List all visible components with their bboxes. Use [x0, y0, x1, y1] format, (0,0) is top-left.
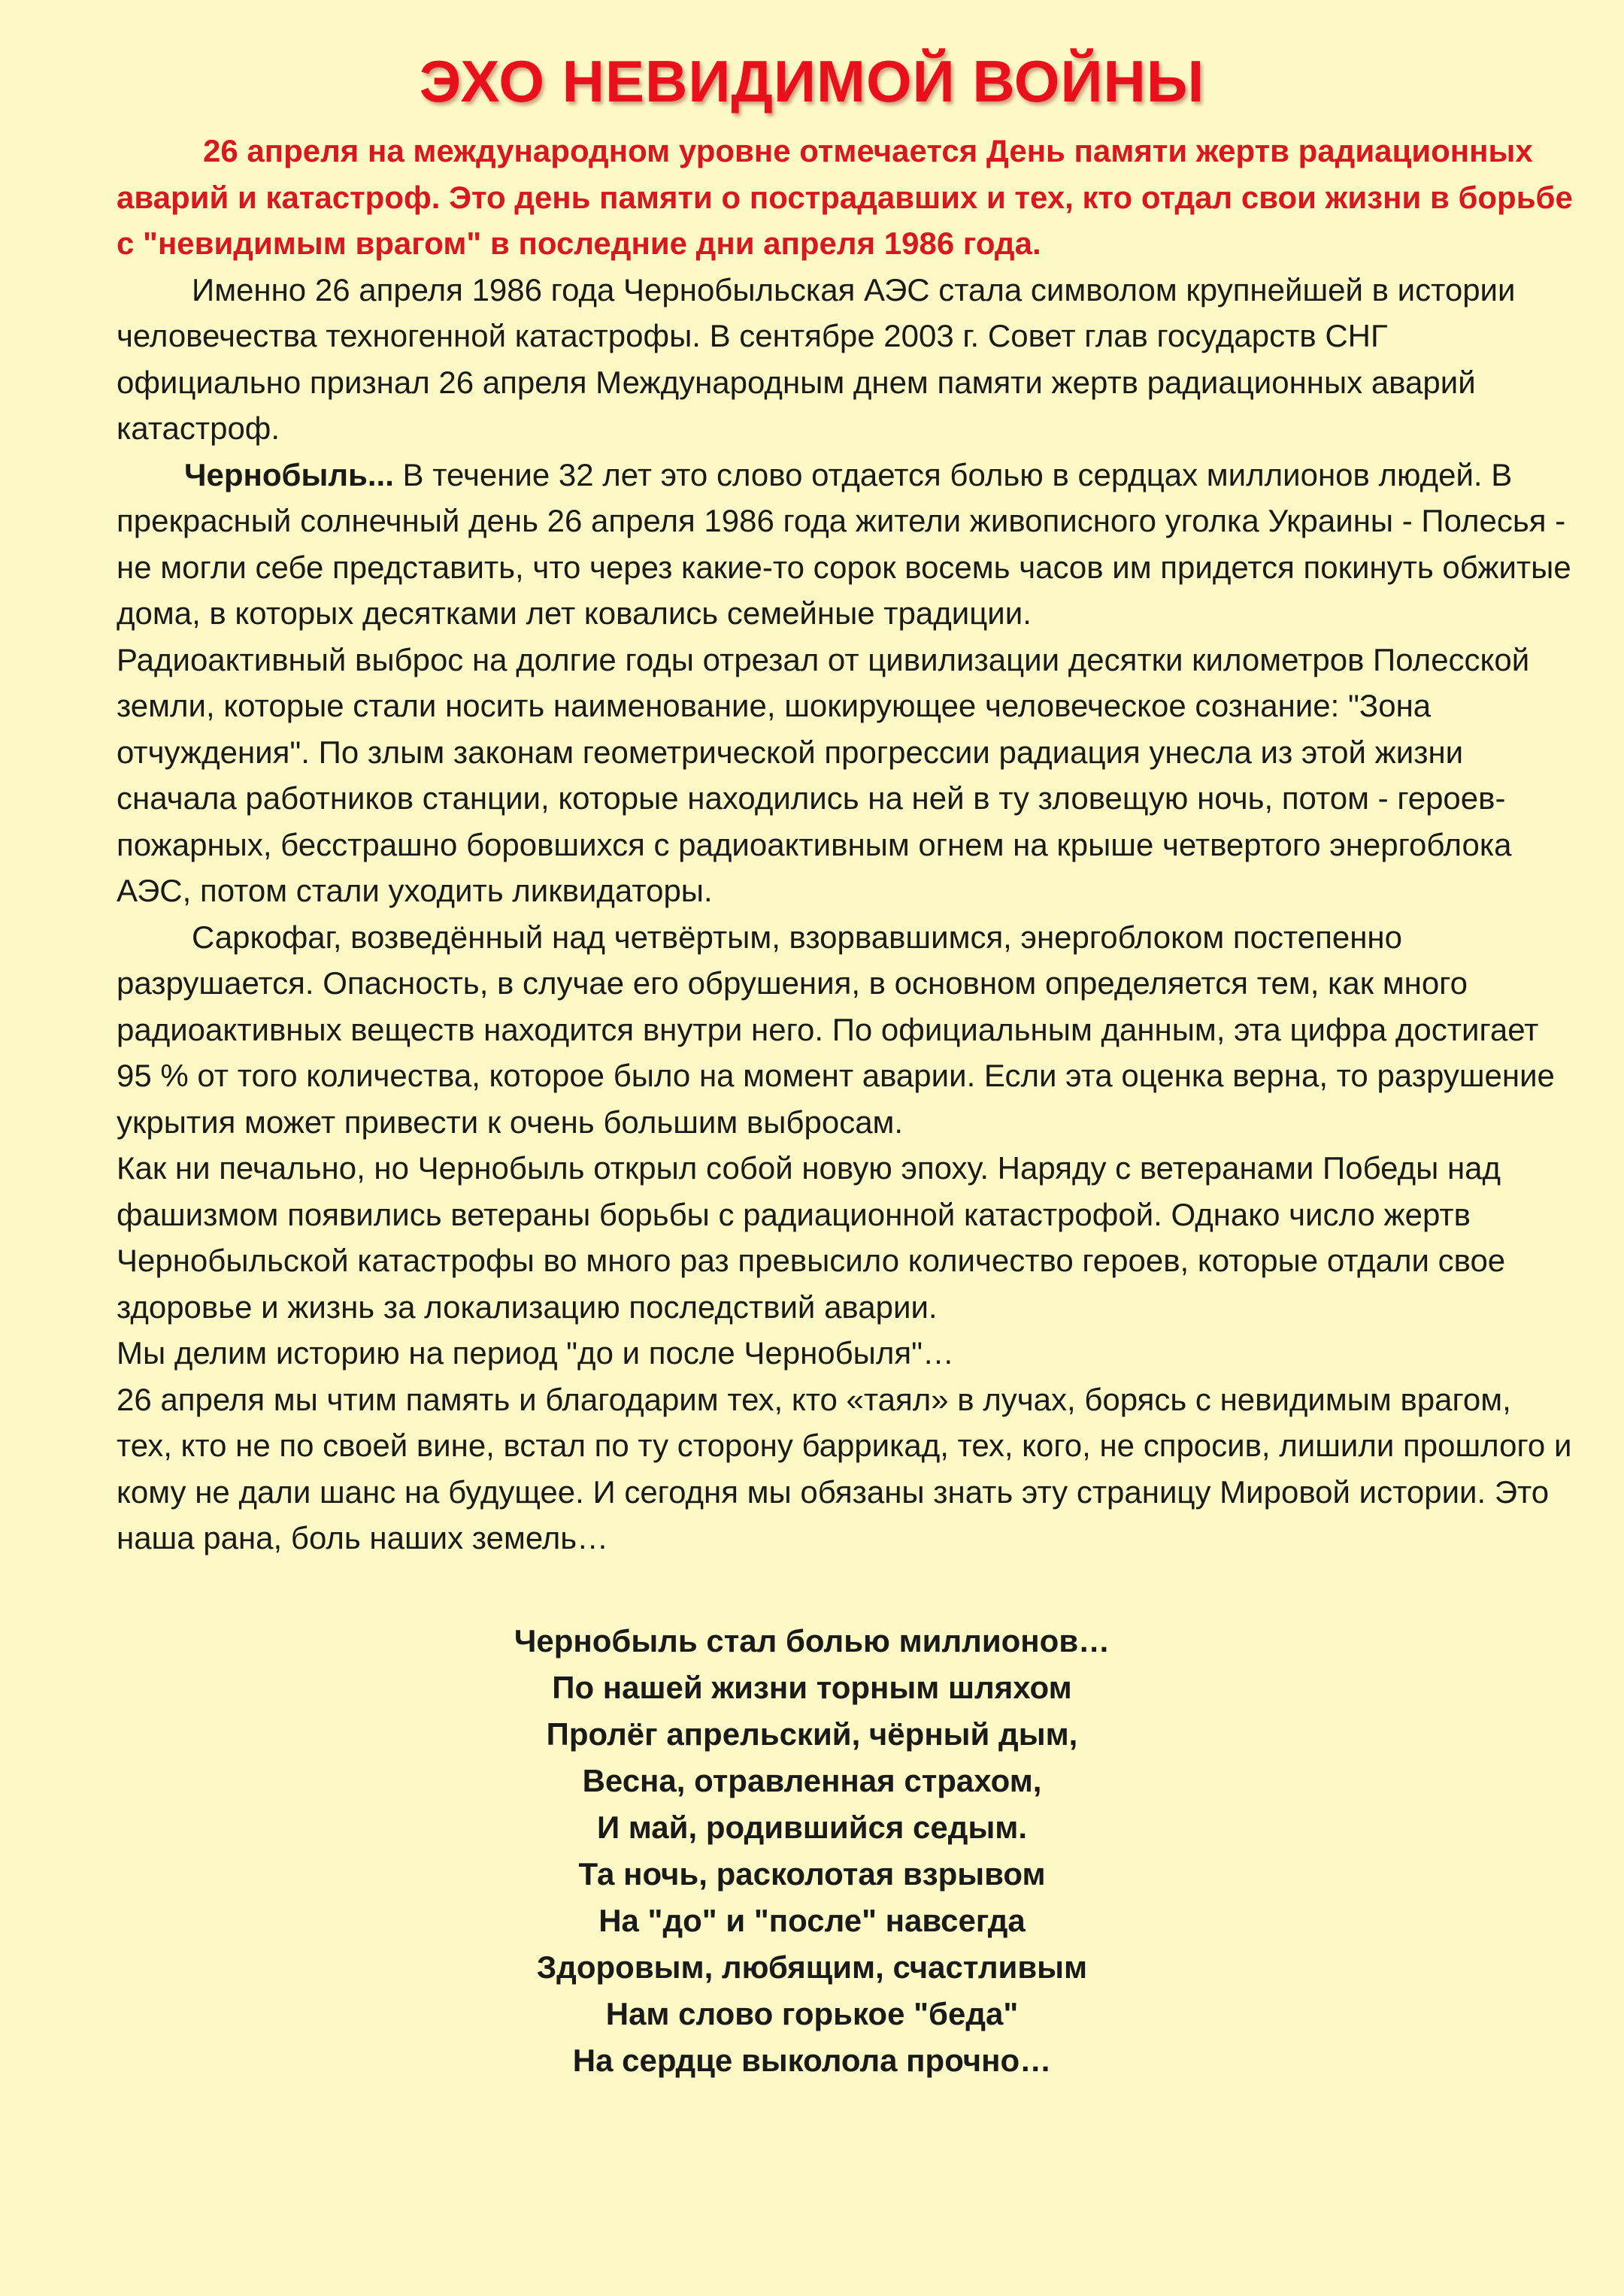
poem-line: Чернобыль стал болью миллионов…: [514, 1623, 1110, 1658]
poem-line: На сердце выколола прочно…: [572, 2043, 1052, 2078]
poem-line: По нашей жизни торным шляхом: [552, 1670, 1072, 1705]
paragraph-4: Саркофаг, возведённый над четвёртым, взорвавшимся, энергоблоком постепенно разрушается. Опасность, в случае его обрушения, в основном определяется тем, как много радиоактивных веществ находится внутри него. По официальным данным, эта цифра достигает 95 % от того количества, которое было на момент аварии. Если эта оценка верна, то разрушение укрытия может привести к очень большим выбросам.: [117, 919, 1555, 1140]
poem-line: Весна, отравленная страхом,: [582, 1763, 1042, 1798]
poem-line: Нам слово горькое "беда": [605, 1996, 1019, 2031]
paragraph-6: Мы делим историю на период "до и после Чернобыля"…: [117, 1335, 955, 1371]
poem: [0, 1618, 1624, 2084]
poem-line: Здоровым, любящим, счастливым: [536, 1949, 1088, 1985]
page-title: ЭХО НЕВИДИМОЙ ВОЙНЫ: [419, 48, 1205, 114]
poem-line: И май, родившийся седым.: [596, 1810, 1028, 1845]
paragraph-2: [117, 452, 1575, 637]
lead-paragraph: 26 апреля на международном уровне отмечается День памяти жертв радиационных аварий и катастроф. Это день памяти о пострадавших и тех, кто отдал свои жизни в борьбе с "невидимым врагом" в последние дни апреля 1986 года.: [117, 133, 1573, 261]
poem-line: На "до" и "после" навсегда: [598, 1903, 1026, 1938]
paragraph-1: Именно 26 апреля 1986 года Чернобыльская АЭС стала символом крупнейшей в истории человечества техногенной катастрофы. В сентябре 2003 г. Совет глав государств СНГ официально признал 26 апреля Международным днем памяти жертв радиационных аварий катастроф.: [117, 271, 1516, 446]
paragraph-3: Радиоактивный выброс на долгие годы отрезал от цивилизации десятки километров Полесской земли, которые стали носить наименование, шокирующее человеческое сознание: "Зона отчуждения". По злым законам геометрической прогрессии радиация унесла из этой жизни сначала работников станции, которые находились на ней в ту зловещую ночь, потом - героев-пожарных, бесстрашно боровшихся с радиоактивным огнем на крыше четвертого энергоблока АЭС, потом стали уходить ликвидаторы.: [117, 641, 1530, 908]
poem-line: Пролёг апрельский, чёрный дым,: [546, 1716, 1078, 1752]
paragraph-7: 26 апреля мы чтим память и благодарим тех, кто «таял» в лучах, борясь с невидимым врагом, тех, кто не по своей вине, встал по ту сторону баррикад, тех, кого, не спросив, лишили прошлого и кому не дали шанс на будущее. И сегодня мы обязаны знать эту страницу Мировой истории. Это наша рана, боль наших земель…: [117, 1381, 1572, 1555]
poem-line: Та ночь, расколотая взрывом: [578, 1856, 1046, 1892]
paragraph-2-text: В течение 32 лет это слово отдается болью в сердцах миллионов людей. В прекрасный солнечный день 26 апреля 1986 года жители живописного уголка Украины - Полесья - не могли себе представить, что через какие-то сорок восемь часов им придется покинуть обжитые дома, в которых десятками лет ковались семейные традиции.: [117, 456, 1571, 631]
paragraph-5: Как ни печально, но Чернобыль открыл собой новую эпоху. Наряду с ветеранами Победы над фашизмом появились ветераны борьбы с радиационной катастрофой. Однако число жертв Чернобыльской катастрофы во много раз превысило количество героев, которые отдали свое здоровье и жизнь за локализацию последствий аварии.: [117, 1150, 1506, 1325]
article-body: [117, 128, 1575, 1561]
paragraph-2-lead-word: Чернобыль...: [184, 456, 394, 492]
